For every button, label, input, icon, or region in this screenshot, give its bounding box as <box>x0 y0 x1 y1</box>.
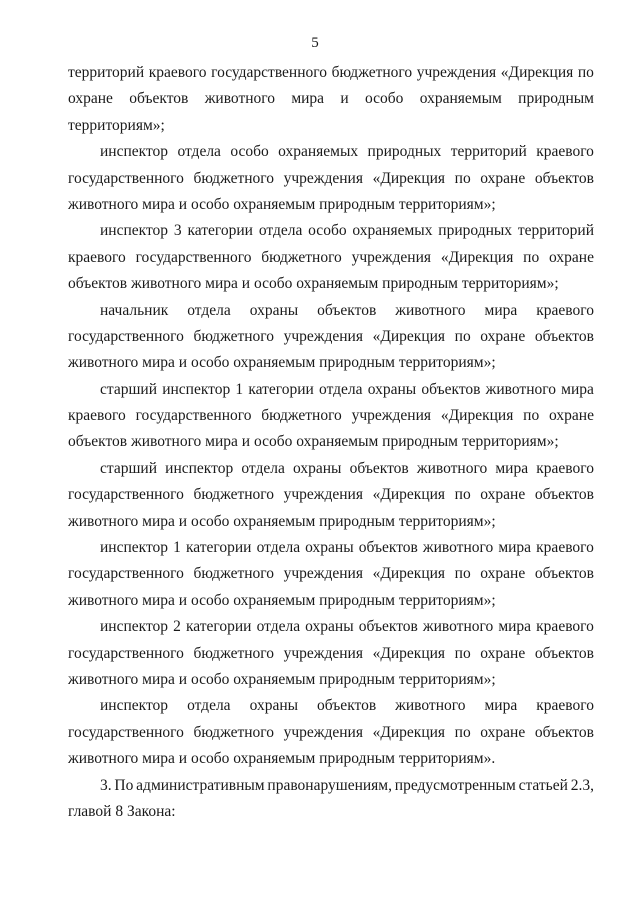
word: охраны <box>293 459 342 477</box>
word: бюджетного <box>331 64 413 81</box>
text-line <box>68 403 594 429</box>
paragraph-first-line <box>68 693 594 719</box>
word: объектов <box>534 644 594 662</box>
text-line: животного мира и особо охраняемым природным территориям»; <box>68 670 496 688</box>
word: учреждения <box>283 723 363 741</box>
word: отдела <box>258 222 303 240</box>
word: мира <box>561 380 594 398</box>
word: государственного <box>68 327 184 345</box>
word: 3. <box>100 776 112 794</box>
text-line <box>68 561 594 587</box>
word: статьей <box>518 776 568 794</box>
word: учреждения <box>351 248 431 266</box>
word: охраны <box>367 380 417 398</box>
word: государственного <box>135 248 252 266</box>
word: охране <box>480 644 526 662</box>
word: старший <box>100 459 157 477</box>
text-line: животного мира и особо охраняемым природным территориям»; <box>68 512 496 530</box>
word: объектов <box>129 90 189 108</box>
word: по <box>454 327 471 345</box>
paragraph-first-line <box>68 377 594 403</box>
word: административным <box>136 776 265 794</box>
word: категории <box>187 222 253 240</box>
word: 1 <box>235 380 244 398</box>
word: краевого <box>536 143 594 161</box>
word: особо <box>365 90 404 108</box>
word: учреждения <box>351 407 431 425</box>
word: бюджетного <box>193 327 274 345</box>
word: «Дирекция <box>372 723 446 741</box>
word: бюджетного <box>261 407 342 425</box>
word: по <box>454 169 471 187</box>
word: животного <box>416 459 488 477</box>
word: по <box>454 723 471 741</box>
word: объектов <box>317 301 377 319</box>
word: и <box>340 90 349 108</box>
word: объектов <box>317 697 377 715</box>
word: природных <box>367 143 442 161</box>
word: краевого <box>68 407 126 425</box>
word: категории <box>185 539 252 557</box>
word: отдела <box>256 539 301 557</box>
word: охраны <box>305 618 354 636</box>
word: мира <box>484 697 518 715</box>
word: государственного <box>68 644 184 662</box>
word: инспектор <box>100 697 169 715</box>
word: учреждения <box>283 565 363 583</box>
word: категории <box>185 618 252 636</box>
word: краевого <box>68 248 126 266</box>
word: бюджетного <box>261 248 342 266</box>
paragraph-first-line <box>68 298 594 324</box>
text-line: животного мира и особо охраняемым природным территориям». <box>68 750 496 768</box>
word: животного <box>204 90 275 108</box>
word: территорий <box>517 222 594 240</box>
word: отдела <box>256 618 301 636</box>
text-line <box>68 324 594 350</box>
text-line: объектов животного мира и особо охраняемым природным территориям»; <box>68 433 559 451</box>
word: инспектор <box>162 380 231 398</box>
word: старший <box>100 380 157 398</box>
word: животного <box>422 539 494 557</box>
word: инспектор <box>100 539 169 557</box>
word: «Дирекция <box>372 327 446 345</box>
text-line: объектов животного мира и особо охраняемым природным территориям»; <box>68 275 559 293</box>
word: инспектор <box>100 143 169 161</box>
word: инспектор <box>165 459 234 477</box>
word: «Дирекция <box>440 407 514 425</box>
word: объектов <box>421 380 481 398</box>
word: мира <box>498 618 532 636</box>
text-line <box>68 482 594 508</box>
text-line <box>68 86 594 112</box>
word: отдела <box>319 380 363 398</box>
word: природных <box>438 222 513 240</box>
word: объектов <box>534 723 594 741</box>
text-line <box>68 60 594 86</box>
word: предусмотренным <box>394 776 516 794</box>
word: по <box>454 486 471 504</box>
word: инспектор <box>100 222 169 240</box>
word: охране <box>480 169 526 187</box>
word: краевого <box>536 459 594 477</box>
word: охране <box>480 486 526 504</box>
word: объектов <box>534 327 594 345</box>
word: особо <box>308 222 347 240</box>
word: охраны <box>249 301 299 319</box>
document-body <box>68 60 594 825</box>
word: По <box>114 776 134 794</box>
word: по <box>454 644 471 662</box>
text-line <box>68 641 594 667</box>
word: объектов <box>358 539 418 557</box>
word: 3 <box>173 222 182 240</box>
word: государственного <box>68 723 184 741</box>
word: отдела <box>187 697 231 715</box>
word: территорий <box>68 64 145 81</box>
word: по <box>577 64 594 81</box>
word: начальник <box>100 301 169 319</box>
word: животного <box>485 380 556 398</box>
word: охраняемых <box>278 143 359 161</box>
word: охраны <box>305 539 354 557</box>
word: краевого <box>536 539 594 557</box>
text-line <box>68 166 594 192</box>
word: охране <box>549 248 594 266</box>
word: 2.3, <box>570 776 594 794</box>
word: категории <box>248 380 314 398</box>
word: по <box>454 565 471 583</box>
word: «Дирекция <box>372 486 446 504</box>
word: охране <box>480 327 526 345</box>
text-line <box>68 720 594 746</box>
word: территорий <box>450 143 527 161</box>
text-line: главой 8 Закона: <box>68 802 176 820</box>
word: отдела <box>177 143 221 161</box>
paragraph-first-line <box>68 218 594 244</box>
word: учреждения <box>283 169 363 187</box>
word: мира <box>484 301 518 319</box>
word: по <box>523 407 540 425</box>
word: государственного <box>68 169 184 187</box>
page-number: 5 <box>311 35 319 51</box>
word: государственного <box>135 407 252 425</box>
word: отдела <box>187 301 231 319</box>
paragraph-first-line <box>68 535 594 561</box>
word: объектов <box>534 486 594 504</box>
paragraph-first-line <box>68 773 594 799</box>
word: охране <box>549 407 594 425</box>
word: объектов <box>534 169 594 187</box>
paragraph-first-line <box>68 614 594 640</box>
word: правонарушениям, <box>267 776 392 794</box>
word: «Дирекция <box>372 644 446 662</box>
word: бюджетного <box>193 169 274 187</box>
word: учреждения <box>416 64 497 81</box>
word: учреждения <box>283 644 363 662</box>
word: бюджетного <box>193 565 274 583</box>
text-line: животного мира и особо охраняемым природным территориям»; <box>68 195 496 213</box>
word: 1 <box>173 539 181 557</box>
word: природным <box>518 90 594 108</box>
word: мира <box>291 90 325 108</box>
word: краевого <box>148 64 207 81</box>
word: бюджетного <box>193 486 274 504</box>
word: бюджетного <box>193 723 274 741</box>
text-line: животного мира и особо охраняемым природным территориям»; <box>68 354 496 372</box>
word: государственного <box>211 64 327 81</box>
paragraph-first-line <box>68 456 594 482</box>
word: охране <box>480 723 526 741</box>
word: охраны <box>249 697 299 715</box>
paragraph-first-line <box>68 139 594 165</box>
text-line: животного мира и особо охраняемым природным территориям»; <box>68 591 496 609</box>
word: учреждения <box>283 486 363 504</box>
word: «Дирекция <box>500 64 574 81</box>
word: животного <box>422 618 494 636</box>
text-line <box>68 245 594 271</box>
word: мира <box>495 459 529 477</box>
word: «Дирекция <box>372 169 446 187</box>
word: охраняемых <box>352 222 433 240</box>
word: животного <box>395 301 466 319</box>
word: по <box>523 248 540 266</box>
word: бюджетного <box>193 644 274 662</box>
word: отдела <box>241 459 285 477</box>
word: особо <box>230 143 269 161</box>
word: животного <box>395 697 466 715</box>
word: краевого <box>536 301 594 319</box>
word: государственного <box>68 565 184 583</box>
word: инспектор <box>100 618 169 636</box>
word: объектов <box>349 459 409 477</box>
word: «Дирекция <box>440 248 514 266</box>
word: «Дирекция <box>372 565 446 583</box>
word: 2 <box>173 618 181 636</box>
word: краевого <box>536 697 594 715</box>
word: охраняемым <box>419 90 502 108</box>
text-line: территориям»; <box>68 116 165 134</box>
word: краевого <box>536 618 594 636</box>
word: объектов <box>534 565 594 583</box>
word: охране <box>68 90 113 108</box>
word: учреждения <box>283 327 363 345</box>
word: охране <box>480 565 526 583</box>
word: объектов <box>358 618 418 636</box>
word: государственного <box>68 486 184 504</box>
word: мира <box>498 539 532 557</box>
